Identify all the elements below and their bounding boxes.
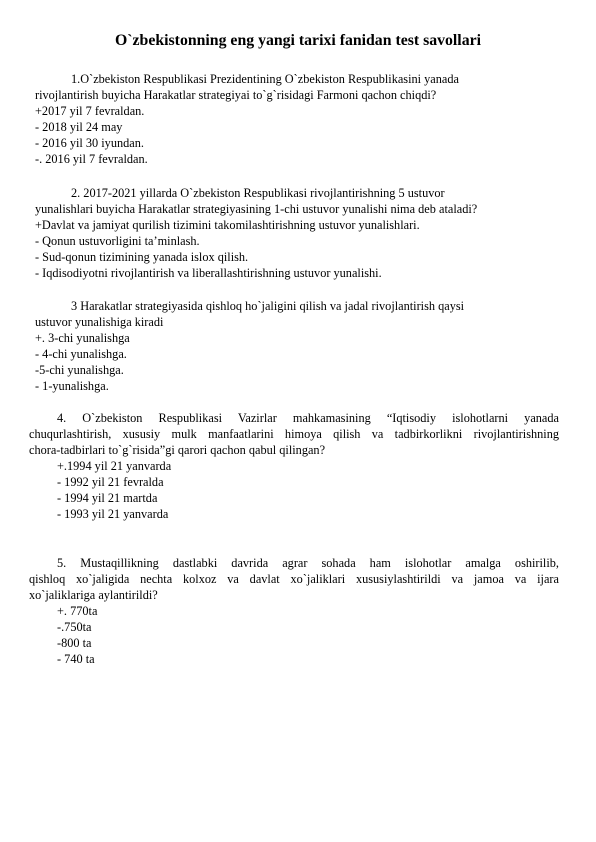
question-text-line: yunalishlari buyicha Harakatlar strategiyasining 1-chi ustuvor yunalishi nima deb ataladi? (35, 202, 478, 216)
question-text-line: xo`jaliklariga aylantirildi? (29, 588, 158, 602)
question-text-line: chora-tadbirlari to`g`risida”gi qarori qachon qabul qilingan? (29, 443, 326, 457)
answer-option: - 1-yunalishga. (35, 379, 109, 393)
answer-option: -5-chi yunalishga. (35, 363, 124, 377)
answer-option: - 4-chi yunalishga. (35, 347, 127, 361)
question-3 (35, 298, 555, 394)
document-title: O`zbekistonning eng yangi tarixi fanidan test savollari (115, 32, 481, 49)
question-text-line: 1.O`zbekiston Respublikasi Prezidentining O`zbekiston Respublikasini yanada (71, 72, 459, 86)
answer-option: - 2018 yil 24 may (35, 120, 123, 134)
question-1 (35, 71, 555, 167)
answer-option: - 2016 yil 30 iyundan. (35, 136, 144, 150)
answer-option: +Davlat va jamiyat qurilish tizimini takomilashtirishning ustuvor yunalishlari. (35, 218, 420, 232)
question-5 (29, 555, 559, 667)
question-text-line: ustuvor yunalishiga kiradi (35, 315, 164, 329)
answer-option: -. 2016 yil 7 fevraldan. (35, 152, 148, 166)
question-2 (35, 185, 555, 281)
answer-option: - 1993 yil 21 yanvarda (57, 507, 169, 521)
answer-option: +.1994 yil 21 yanvarda (57, 459, 172, 473)
question-text-line: 2. 2017-2021 yillarda O`zbekiston Respublikasi rivojlantirishning 5 ustuvor (71, 186, 445, 200)
answer-option: - 740 ta (57, 652, 95, 666)
answer-option: -800 ta (57, 636, 92, 650)
question-text-line: rivojlantirish buyicha Harakatlar strategiyai to`g`risidagi Farmoni qachon chiqdi? (35, 88, 437, 102)
question-text-line: 4. O`zbekiston Respublikasi Vazirlar mahkamasining “Iqtisodiy islohotlarni yanada (57, 411, 559, 425)
answer-option: +. 3-chi yunalishga (35, 331, 130, 345)
answer-option: - Sud-qonun tizimining yanada islox qilish. (35, 250, 249, 264)
question-4 (29, 410, 559, 522)
answer-option: - Iqdisodiyotni rivojlantirish va liberallashtirishning ustuvor yunalishi. (35, 266, 382, 280)
answer-option: - 1992 yil 21 fevralda (57, 475, 164, 489)
answer-option: +2017 yil 7 fevraldan. (35, 104, 145, 118)
question-text-line: 3 Harakatlar strategiyasida qishloq ho`jaligini qilish va jadal rivojlantirish qaysi (71, 299, 465, 313)
question-text-line: qishloq xo`jaligida nechta kolxoz va davlat xo`jaliklari xususiylashtirildi va jamoa va ijara (29, 572, 559, 586)
question-text-line: 5. Mustaqillikning dastlabki davrida agrar sohada ham islohotlar amalga oshirilib, (57, 556, 559, 570)
answer-option: -.750ta (57, 620, 92, 634)
question-text-line: chuqurlashtirish, xususiy mulk manfaatlarini himoya qilish va tadbirkorlikni rivojlantirishning (29, 427, 559, 441)
answer-option: +. 770ta (57, 604, 98, 618)
answer-option: - Qonun ustuvorligini ta’minlash. (35, 234, 200, 248)
answer-option: - 1994 yil 21 martda (57, 491, 158, 505)
